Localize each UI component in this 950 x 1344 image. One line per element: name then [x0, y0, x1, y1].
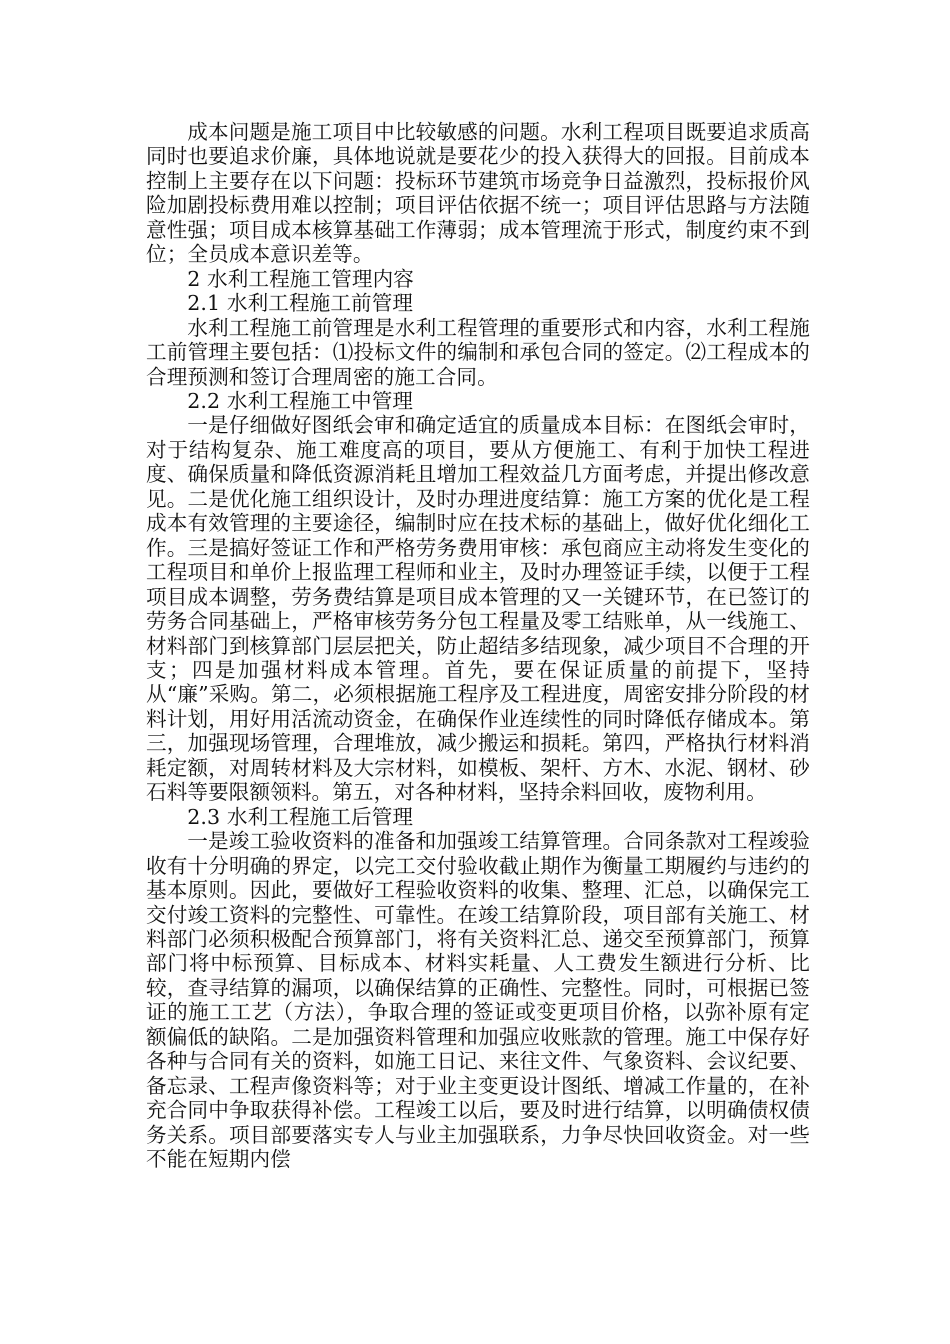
document-body: [146, 120, 810, 1171]
heading-section-2-3: 2.3 水利工程施工后管理: [187, 804, 414, 829]
paragraph-pre-construction: 水利工程施工前管理是水利工程管理的重要形式和内容，水利工程施工前管理主要包括：⑴投标文件的编制和承包合同的签定。⑵工程成本的合理预测和签订合理周密的施工合同。: [146, 315, 810, 389]
paragraph-cost-problems: 成本问题是施工项目中比较敏感的问题。水利工程项目既要追求质高同时也要追求价廉，具体地说就是要花少的投入获得大的回报。目前成本控制上主要存在以下问题：投标环节建筑市场竞争日益激烈，投标报价风险加剧投标费用难以控制；项目评估依据不统一；项目评估思路与方法随意性强；项目成本核算基础工作薄弱；成本管理流于形式，制度约束不到位；全员成本意识差等。: [146, 120, 810, 267]
paragraph-post-construction: 一是竣工验收资料的准备和加强竣工结算管理。合同条款对工程竣验收有十分明确的界定，以完工交付验收截止期作为衡量工期履约与违约的基本原则。因此，要做好工程验收资料的收集、整理、汇总，以确保完工交付竣工资料的完整性、可靠性。在竣工结算阶段，项目部有关施工、材料部门必须积极配合预算部门，将有关资料汇总、递交至预算部门，预算部门将中标预算、目标成本、材料实耗量、人工费发生额进行分析、比较，查寻结算的漏项，以确保结算的正确性、完整性。同时，可根据已签证的施工工艺（方法），争取合理的签证或变更项目价格，以弥补原有定额偏低的缺陷。二是加强资料管理和加强应收账款的管理。施工中保存好各种与合同有关的资料，如施工日记、来往文件、气象资料、会议纪要、备忘录、工程声像资料等；对于业主变更设计图纸、增减工作量的，在补充合同中争取获得补偿。工程竣工以后，要及时进行结算，以明确债权债务关系。项目部要落实专人与业主加强联系，力争尽快回收资金。对一些不能在短期内偿: [146, 829, 810, 1172]
paragraph-during-construction: 一是仔细做好图纸会审和确定适宜的质量成本目标：在图纸会审时，对于结构复杂、施工难度高的项目，要从方便施工、有利于加快工程进度、确保质量和降低资源消耗且增加工程效益几方面考虑，并提出修改意见。二是优化施工组织设计，及时办理进度结算：施工方案的优化是工程成本有效管理的主要途径，编制时应在技术标的基础上，做好优化细化工作。三是搞好签证工作和严格劳务费用审核：承包商应主动将发生变化的工程项目和单价上报监理工程师和业主，及时办理签证手续，以便于工程项目成本调整，劳务费结算是项目成本管理的又一关键环节，在已签订的劳务合同基础上，严格审核劳务分包工程量及零工结账单，从一线施工、材料部门到核算部门层层把关，防止超结多结现象，减少项目不合理的开支；四是加强材料成本管理。首先，要在保证质量的前提下，坚持从“廉”采购。第二，必须根据施工程序及工程进度，周密安排分阶段的材料计划，用好用活流动资金，在确保作业连续性的同时降低存储成本。第三，加强现场管理，合理堆放，减少搬运和损耗。第四，严格执行材料消耗定额，对周转材料及大宗材料，如模板、架杆、方木、水泥、钢材、砂石料等要限额领料。第五，对各种材料，坚持余料回收，废物利用。: [146, 413, 810, 805]
heading-section-2-2: 2.2 水利工程施工中管理: [187, 388, 414, 413]
heading-section-2: 2 水利工程施工管理内容: [187, 266, 414, 291]
heading-section-2-1: 2.1 水利工程施工前管理: [187, 291, 414, 316]
